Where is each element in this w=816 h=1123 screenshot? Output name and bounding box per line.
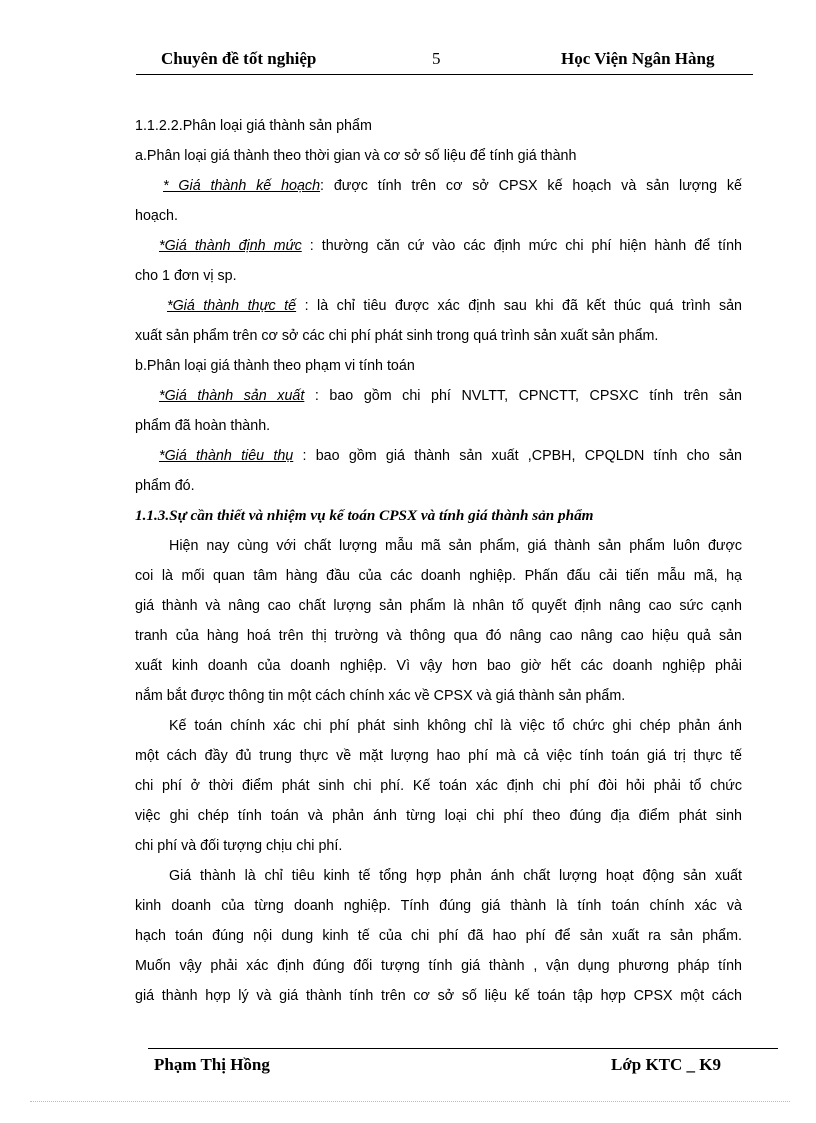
paragraph-line: * Giá thành kế hoạch: được tính trên cơ sở CPSX kế hoạch và sản lượng kế (163, 178, 742, 194)
paragraph-line: hoạch. (135, 208, 178, 224)
paragraph-line: việc ghi chép tính toán và phản ánh từng loại chi phí theo đúng địa điểm phát sinh (135, 808, 742, 824)
section-heading: 1.1.3.Sự cần thiết và nhiệm vụ kế toán CPSX và tính giá thành sản phẩm (135, 507, 594, 524)
paragraph-line: xuất kinh doanh của doanh nghiệp. Vì vậy hơn bao giờ hết các doanh nghiệp phải (135, 658, 742, 674)
paragraph-line: nắm bắt được thông tin một cách chính xác về CPSX và giá thành sản phẩm. (135, 688, 626, 704)
paragraph-line: coi là mối quan tâm hàng đầu của các doanh nghiệp. Phấn đấu cải tiến mẫu mã, hạ (135, 568, 742, 584)
paragraph-line: hạch toán đúng nội dung kinh tế của chi phí đã hao phí để sản xuất ra sản phẩm. (135, 928, 742, 944)
term-ke-hoach: * Giá thành kế hoạch (163, 178, 321, 194)
term-san-xuat: *Giá thành sản xuất (159, 388, 305, 404)
paragraph-line: Hiện nay cùng với chất lượng mẫu mã sản phẩm, giá thành sản phẩm luôn được (169, 538, 742, 554)
subsection-a: a.Phân loại giá thành theo thời gian và cơ sở số liệu để tính giá thành (135, 148, 577, 164)
paragraph-line: chi phí và đối tượng chịu chi phí. (135, 838, 343, 854)
paragraph-line: phẩm đã hoàn thành. (135, 418, 271, 434)
header-institution: Học Viện Ngân Hàng (561, 49, 715, 68)
paragraph-line: giá thành hợp lý và giá thành tính trên cơ sở số liệu kế toán tập hợp CPSX một cách (135, 988, 742, 1004)
page-boundary-divider (30, 1101, 790, 1102)
term-tieu-thu: *Giá thành tiêu thụ (159, 448, 294, 464)
paragraph-line: chi phí ở thời điểm phát sinh chi phí. Kế toán xác định chi phí đòi hỏi phải tổ chức (135, 778, 742, 794)
paragraph-line: Kế toán chính xác chi phí phát sinh không chỉ là việc tổ chức ghi chép phản ánh (169, 718, 742, 734)
paragraph-line: Muốn vậy phải xác định đúng đối tượng tính giá thành , vận dụng phương pháp tính (135, 958, 742, 974)
paragraph-line: *Giá thành thực tế : là chỉ tiêu được xác định sau khi đã kết thúc quá trình sản (167, 298, 742, 314)
header-title: Chuyên đề tốt nghiệp (161, 49, 317, 68)
page-number: 5 (432, 49, 441, 68)
paragraph-line: kinh doanh của từng doanh nghiệp. Tính đúng giá thành là tính toán chính xác và (135, 898, 742, 914)
paragraph-line: tranh của hàng hoá trên thị trường và thông qua đó nâng cao nâng cao hiệu quả sản (135, 628, 742, 644)
document-body (135, 111, 742, 1011)
paragraph-line: *Giá thành sản xuất : bao gồm chi phí NVLTT, CPNCTT, CPSXC tính trên sản (159, 388, 742, 404)
paragraph-line: giá thành và nâng cao chất lượng sản phẩm là nhân tố quyết định nâng cao sức cạnh (135, 598, 742, 614)
page-footer (148, 1048, 778, 1079)
paragraph-line: xuất sản phẩm trên cơ sở các chi phí phát sinh trong quá trình sản xuất sản phẩm. (135, 328, 659, 344)
paragraph-line: một cách đầy đủ trung thực về mặt lượng hao phí mà cả việc tính toán giá trị thực tế (135, 748, 742, 764)
subsection-b: b.Phân loại giá thành theo phạm vi tính toán (135, 358, 415, 374)
paragraph-line: cho 1 đơn vị sp. (135, 268, 237, 284)
paragraph-line: Giá thành là chỉ tiêu kinh tế tổng hợp phản ánh chất lượng hoạt động sản xuất (169, 868, 742, 884)
page-header (136, 48, 753, 75)
footer-class: Lớp KTC _ K9 (611, 1055, 722, 1074)
term-dinh-muc: *Giá thành định mức (159, 238, 302, 254)
paragraph-line: *Giá thành tiêu thụ : bao gồm giá thành sản xuất ,CPBH, CPQLDN tính cho sản (159, 448, 742, 464)
footer-author: Phạm Thị Hồng (154, 1055, 270, 1074)
term-thuc-te: *Giá thành thực tế (167, 298, 297, 314)
section-title: 1.1.2.2.Phân loại giá thành sản phẩm (135, 118, 372, 134)
paragraph-line: *Giá thành định mức : thường căn cứ vào các định mức chi phí hiện hành để tính (159, 238, 742, 254)
paragraph-line: phẩm đó. (135, 478, 195, 494)
